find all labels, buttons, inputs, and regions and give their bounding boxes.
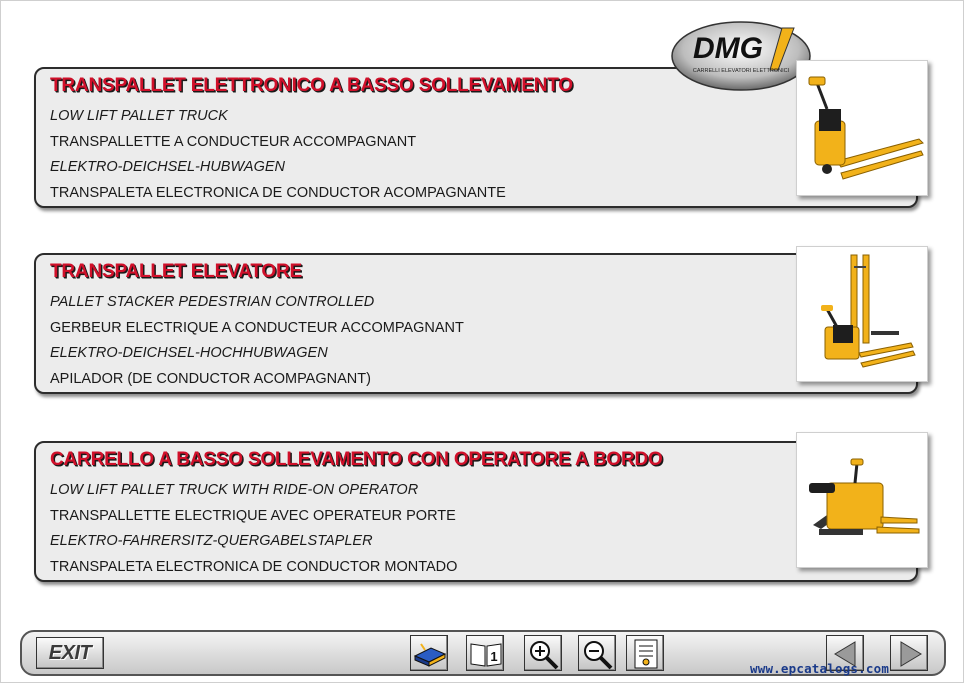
catalog-icon <box>411 636 449 672</box>
exit-button[interactable] <box>36 637 104 669</box>
info-button[interactable] <box>626 635 664 671</box>
product-name-fr: TRANSPALLETTE A CONDUCTEUR ACCOMPAGNANT <box>50 133 417 150</box>
ride-on-pallet-truck-photo[interactable] <box>796 432 928 568</box>
low-lift-pallet-truck-photo[interactable] <box>796 60 928 196</box>
info-sheet-icon <box>627 636 665 672</box>
product-panel-stacker[interactable] <box>34 253 918 394</box>
next-page-button[interactable] <box>890 635 928 671</box>
product-name-de: ELEKTRO-DEICHSEL-HOCHHUBWAGEN <box>50 345 328 361</box>
product-name-fr: GERBEUR ELECTRIQUE A CONDUCTEUR ACCOMPAGNANT <box>50 319 464 336</box>
product-name-de: ELEKTRO-FAHRERSITZ-QUERGABELSTAPLER <box>50 533 373 549</box>
product-name-en: LOW LIFT PALLET TRUCK WITH RIDE-ON OPERATOR <box>50 482 419 498</box>
zoom-in-icon <box>525 636 563 672</box>
svg-text:DMG: DMG <box>693 32 763 65</box>
dmg-logo <box>670 20 812 92</box>
product-title: CARRELLO A BASSO SOLLEVAMENTO CON OPERATORE A BORDO <box>50 449 663 470</box>
page-index-button[interactable] <box>466 635 504 671</box>
zoom-out-icon <box>579 636 617 672</box>
product-title: TRANSPALLET ELETTRONICO A BASSO SOLLEVAMENTO <box>50 75 573 96</box>
product-title: TRANSPALLET ELEVATORE <box>50 261 302 282</box>
watermark: www.epcatalogs.com <box>750 661 890 676</box>
product-name-de: ELEKTRO-DEICHSEL-HUBWAGEN <box>50 159 285 175</box>
catalog-button[interactable] <box>410 635 448 671</box>
exit-label: EXIT <box>48 642 92 664</box>
svg-text:CARRELLI ELEVATORI ELETTRONICI: CARRELLI ELEVATORI ELETTRONICI <box>692 68 790 74</box>
product-name-es: TRANSPALETA ELECTRONICA DE CONDUCTOR MONTADO <box>50 558 458 575</box>
product-panel-ride-on[interactable] <box>34 441 918 582</box>
zoom-out-button[interactable] <box>578 635 616 671</box>
pallet-stacker-photo[interactable] <box>796 246 928 382</box>
next-arrow-icon <box>891 636 929 672</box>
svg-text:1: 1 <box>490 649 498 664</box>
product-name-es: TRANSPALETA ELECTRONICA DE CONDUCTOR ACOMPAGNANTE <box>50 184 506 201</box>
product-name-es: APILADOR (DE CONDUCTOR ACOMPAGNANT) <box>50 370 371 387</box>
product-name-en: LOW LIFT PALLET TRUCK <box>50 108 228 124</box>
product-name-fr: TRANSPALLETTE ELECTRIQUE AVEC OPERATEUR PORTE <box>50 507 456 524</box>
book-page-icon <box>467 636 505 672</box>
product-name-en: PALLET STACKER PEDESTRIAN CONTROLLED <box>50 294 375 310</box>
zoom-in-button[interactable] <box>524 635 562 671</box>
